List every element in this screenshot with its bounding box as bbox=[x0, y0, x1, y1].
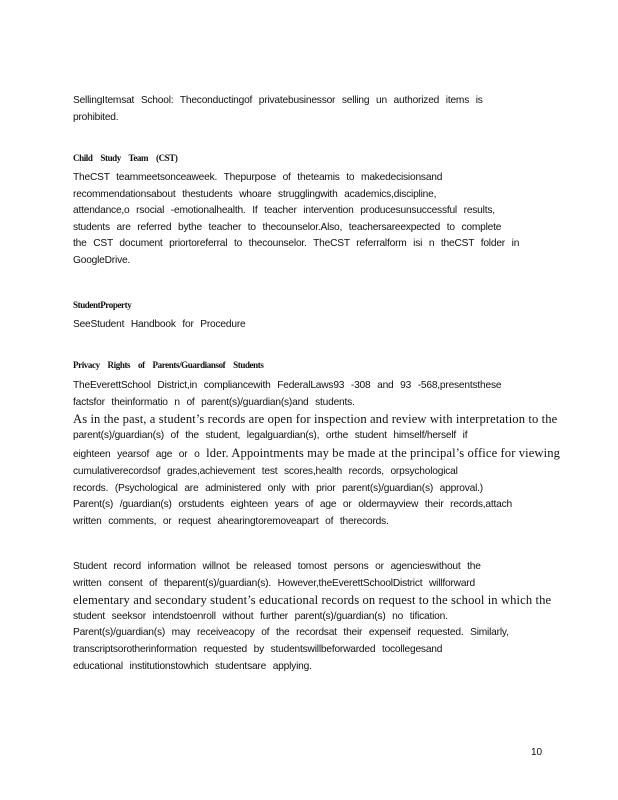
paragraph-line: TheEverettSchool District,in compliancewith FederalLaws93 -308 and 93 -568,presentsthese bbox=[73, 380, 502, 391]
paragraph-line: TheCST teammeetsonceaweek. Thepurpose of theteamis to makedecisionsand bbox=[73, 172, 443, 183]
paragraph-line: elementary and secondary student’s educational records on request to the school in which the bbox=[73, 593, 552, 608]
cst-heading: Child Study Team (CST) bbox=[73, 153, 178, 163]
student-property-paragraph: SeeStudent Handbook for Procedure bbox=[73, 319, 246, 330]
paragraph-line: records. (Psychological are administered only with prior parent(s)/guardian(s) approval.) bbox=[73, 482, 483, 494]
paragraph-line: attendance,o rsocial -emotionalhealth. If teacher intervention producesunsuccessful results, bbox=[73, 205, 495, 217]
paragraph-line: students are referred bythe teacher to thecounselor.Also, teachersareexpected to complete bbox=[73, 221, 502, 233]
paragraph-line: SellingItemsat School: Theconductingof privatebusinessor selling un authorized items is bbox=[73, 95, 483, 106]
student-property-heading: StudentProperty bbox=[73, 300, 132, 310]
record-release-paragraph bbox=[73, 559, 552, 675]
paragraph-line: Parent(s) /guardian(s) orstudents eighteen years of age or oldermayview their records,attach bbox=[73, 499, 512, 511]
privacy-rights-heading: Privacy Rights of Parents/Guardiansof Students bbox=[73, 360, 264, 370]
paragraph-line: written consent of theparent(s)/guardian(s). However,theEverettSchoolDistrict willforward bbox=[73, 577, 475, 589]
page-number: 10 bbox=[531, 747, 543, 758]
paragraph-line: prohibited. bbox=[73, 111, 119, 123]
paragraph-line: student seeksor intendstoenroll without further parent(s)/guardian(s) no tification. bbox=[73, 610, 448, 622]
privacy-rights-paragraph bbox=[73, 378, 561, 530]
paragraph-line: GoogleDrive. bbox=[73, 254, 131, 266]
paragraph-line: the CST document priortoreferral to thecounselor. TheCST referralform isi n theCST folder in bbox=[73, 238, 520, 250]
paragraph-line: recommendationsabout thestudents whoare strugglingwith academics,discipline, bbox=[73, 188, 437, 200]
paragraph-line: written comments, or request ahearingtoremoveapart of therecords. bbox=[73, 515, 389, 527]
selling-items-paragraph bbox=[73, 93, 539, 126]
paragraph-line: educational institutionstowhich studentsare applying. bbox=[73, 660, 312, 672]
paragraph-line: Parent(s)/guardian(s) may receiveacopy of the recordsat their expenseif requested. Similarly, bbox=[73, 627, 509, 639]
paragraph-line: Student record information willnot be released tomost persons or agencieswithout the bbox=[73, 561, 481, 572]
paragraph-line bbox=[73, 444, 561, 464]
paragraph-line: factsfor theinformatio n of parent(s)/guardian(s)and students. bbox=[73, 396, 355, 408]
paragraph-line: As in the past, a student’s records are open for inspection and review with interpretation to the bbox=[73, 412, 558, 427]
line-fragment: eighteen yearsof age or o bbox=[73, 449, 207, 461]
paragraph-line: cumulativerecordsof grades,achievement test scores,health records, orpsychological bbox=[73, 465, 458, 477]
paragraph-line: transcriptsorotherinformation requested by studentswillbeforwarded tocollegesand bbox=[73, 643, 443, 655]
cst-paragraph bbox=[73, 170, 539, 270]
line-fragment: lder. Appointments may be made at the principal’s office for viewing bbox=[206, 446, 561, 461]
paragraph-line: parent(s)/guardian(s) of the student, legalguardian(s), orthe student himself/herself if bbox=[73, 429, 468, 441]
